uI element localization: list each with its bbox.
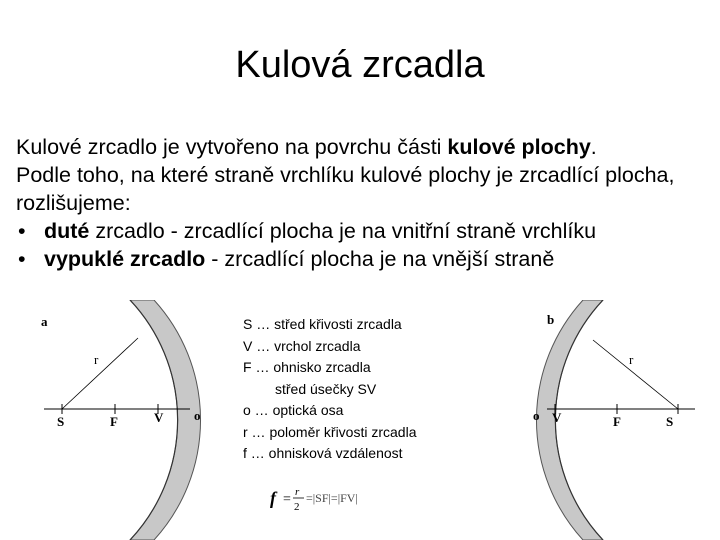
focal-length-formula [268,482,398,516]
diagram-a-panel-label: a [41,314,48,329]
legend-line-center: S … střed křivosti zrcadla [243,316,402,332]
bullet-convex-text: - zrcadlící plocha je na vnější straně [205,247,555,271]
formula-lhs: f [270,488,276,508]
legend-line-focal-length: f … ohnisková vzdálenost [243,445,403,461]
convex-mirror-shape [536,300,603,540]
paragraph-classification: Podle toho, na které straně vrchlíku kulové plochy je zrcadlící plocha, rozlišujeme: [16,163,675,215]
radius-label-a: r [94,352,99,367]
radius-line-a [62,338,138,409]
bullet-convex [16,245,706,273]
bullet-concave-text: zrcadlo - zrcadlící plocha je na vnitřní straně vrchlíku [89,219,597,243]
paragraph-definition-bold: kulové plochy [447,135,591,159]
bullet-convex-bold: vypuklé zrcadlo [44,247,206,271]
label-center-b: S [666,414,674,429]
formula-numerator: r [295,486,300,498]
legend-line-radius: r … poloměr křivosti zrcadla [243,423,417,440]
label-center-a: S [57,414,65,429]
label-vertex-b: V [552,410,562,425]
diagram-b-panel-label: b [547,312,555,327]
label-axis-b: o [533,408,540,423]
legend-line-axis: o … optická osa [243,402,344,418]
formula-rest: =|SF|=|FV| [306,491,358,505]
formula-equals: = [283,492,291,507]
label-axis-a: o [194,408,201,423]
label-focus-a: F [110,414,118,429]
label-vertex-a: V [154,410,164,425]
convex-mirror-diagram [525,300,720,540]
radius-label-b: r [629,352,634,367]
slide-body [16,133,706,273]
paragraph-definition-tail: . [590,135,597,159]
concave-mirror-diagram [30,300,230,540]
legend-line-vertex: V … vrchol zrcadla [243,337,361,354]
paragraph-definition [16,133,706,161]
paragraph-definition-text: Kulové zrcadlo je vytvořeno na povrchu části [16,135,448,159]
legend [243,314,417,465]
legend-line-focus-note: střed úsečky SV [275,380,377,397]
bullet-concave-bold: duté [44,219,90,243]
concave-mirror-shape [130,300,201,540]
bullet-concave [16,217,706,245]
slide-title: Kulová zrcadla [235,44,485,86]
label-focus-b: F [613,414,621,429]
formula-denominator: 2 [294,501,300,513]
radius-line-b [593,340,678,409]
legend-line-focus: F … ohnisko zrcadla [243,359,371,375]
